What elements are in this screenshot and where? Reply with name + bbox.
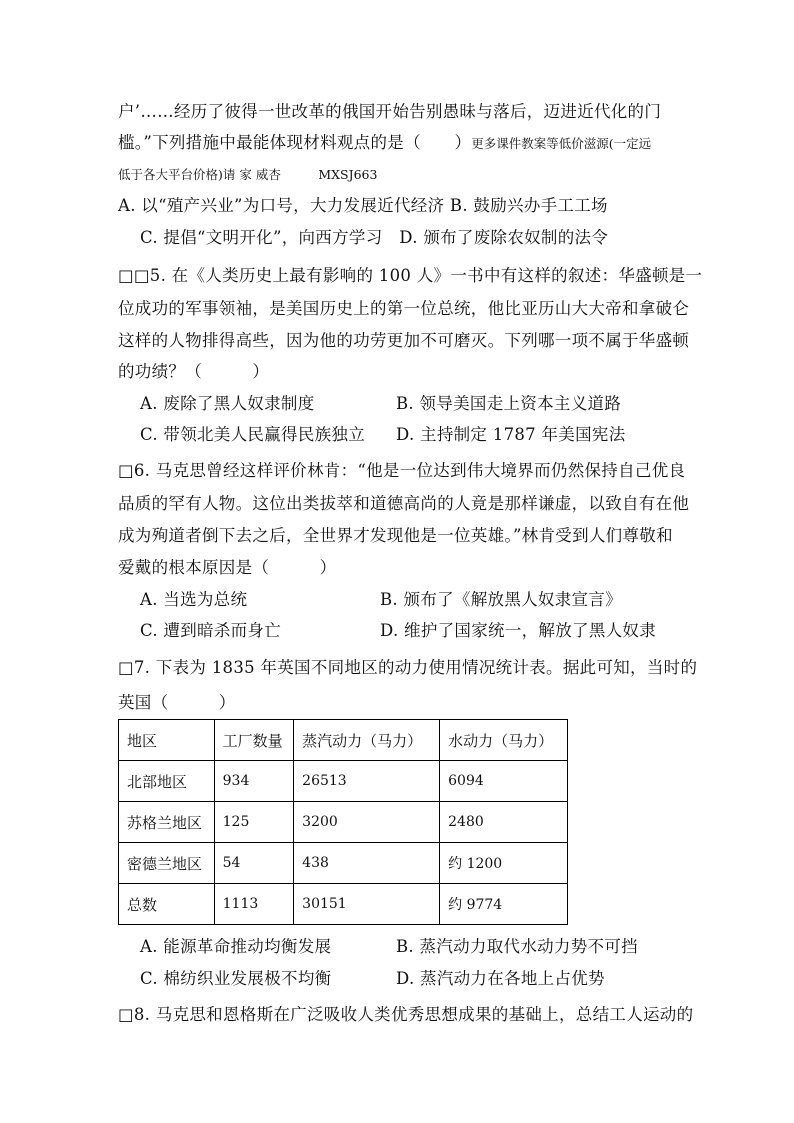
table-header-cell: 蒸汽动力（马力） [294,720,440,761]
table-cell: 苏格兰地区 [119,802,215,843]
intro-line-1: 户’……经历了彼得一世改革的俄国开始告别愚昧与落后，迈进近代化的门 [118,102,662,121]
table-row [119,843,568,884]
q6-line-2: 品质的罕有人物。这位出类拔萃和道德高尚的人竟是那样谦虚，以致自有在他 [118,494,690,513]
promo-note-1: 更多课件教案等低价滋源(一定远 [471,136,652,151]
table-header-row [119,720,568,761]
table-cell: 1113 [214,884,294,925]
q5-option-c: C. 带领北美人民赢得民族独立 [140,425,366,444]
table-cell: 2480 [440,802,568,843]
power-usage-table [118,719,568,925]
table-cell: 30151 [294,884,440,925]
table-header-cell: 地区 [119,720,215,761]
promo-note-2: 低于各大平台价格)请 家 威杏 MXSJ663 [118,167,378,182]
q7-line-2: 英国（ ） [118,693,236,712]
table-cell: 约 1200 [440,843,568,884]
q5-line-1: □□5. 在《人类历史上最有影响的 100 人》一书中有这样的叙述：华盛顿是一 [118,266,703,285]
q5-option-d: D. 主持制定 1787 年美国宪法 [396,425,626,444]
intro-line-2 [118,132,651,155]
table-cell: 438 [294,843,440,884]
table-header-cell: 水动力（马力） [440,720,568,761]
q7-option-b: B. 蒸汽动力取代水动力势不可挡 [396,937,638,956]
table-row [119,761,568,802]
table-header-cell: 工厂数量 [214,720,294,761]
table-row [119,802,568,843]
q5-line-4: 的功绩？（ ） [118,362,270,381]
q5-line-3: 这样的人物排得高些，因为他的功劳更加不可磨灭。下列哪一项不属于华盛顿 [118,331,690,350]
table-row [119,884,568,925]
q6-option-a: A. 当选为总统 [140,590,248,609]
q6-option-b: B. 颁布了《解放黑人奴隶宣言》 [380,590,622,609]
table-cell: 54 [214,843,294,884]
q7-option-c: C. 棉纺织业发展极不均衡 [140,969,332,988]
table-cell: 3200 [294,802,440,843]
q6-line-4: 爱戴的根本原因是（ ） [118,558,337,577]
q7-line-1: □7. 下表为 1835 年英国不同地区的动力使用情况统计表。据此可知，当时的 [118,658,698,677]
q6-option-d: D. 维护了国家统一，解放了黑人奴隶 [380,621,657,640]
table-cell: 约 9774 [440,884,568,925]
q5-option-b: B. 领导美国走上资本主义道路 [396,394,622,413]
q7-option-a: A. 能源革命推动均衡发展 [140,937,332,956]
intro-option-cd: C. 提倡“文明开化”，向西方学习 D. 颁布了废除农奴制的法令 [140,228,609,247]
table-cell: 125 [214,802,294,843]
intro-option-ab: A. 以“殖产兴业”为口号，大力发展近代经济 B. 鼓励兴办手工工场 [118,196,608,215]
q6-line-3: 成为殉道者倒下去之后，全世界才发现他是一位英雄。”林肯受到人们尊敬和 [118,526,673,545]
q5-line-2: 位成功的军事领袖，是美国历史上的第一位总统，他比亚历山大大帝和拿破仑 [118,299,690,318]
q5-option-a: A. 废除了黑人奴隶制度 [140,394,315,413]
q6-option-c: C. 遭到暗杀而身亡 [140,621,282,640]
table-cell: 6094 [440,761,568,802]
q7-option-d: D. 蒸汽动力在各地上占优势 [396,969,605,988]
table-cell: 密德兰地区 [119,843,215,884]
table-cell: 北部地区 [119,761,215,802]
table-cell: 934 [214,761,294,802]
q6-line-1: □6. 马克思曾经这样评价林肯：“他是一位达到伟大境界而仍然保持自己优良 [118,461,686,480]
intro-line-2-main: 槛。”下列措施中最能体现材料观点的是（ ） [118,133,472,152]
q8-line-1: □8. 马克思和恩格斯在广泛吸收人类优秀思想成果的基础上，总结工人运动的 [118,1005,694,1024]
table-cell: 26513 [294,761,440,802]
table-cell: 总数 [119,884,215,925]
